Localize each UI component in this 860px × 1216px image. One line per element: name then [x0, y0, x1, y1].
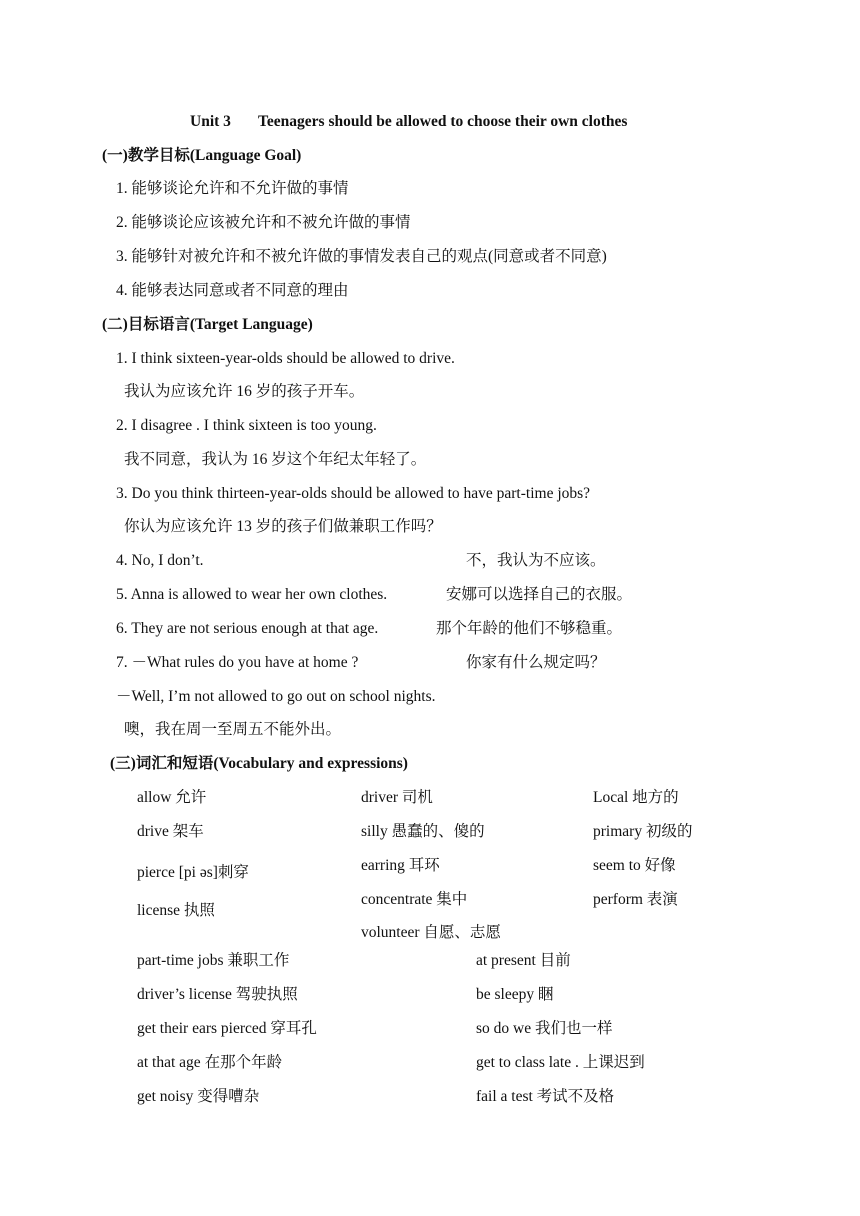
goal-item: 4. 能够表达同意或者不同意的理由 — [116, 282, 349, 299]
vocab-item: seem to 好像 — [593, 857, 676, 874]
phrase-item: fail a test 考试不及格 — [476, 1088, 615, 1105]
sentence-en: 3. Do you think thirteen-year-olds should be allowed to have part-time jobs? — [116, 485, 591, 502]
vocab-item: primary 初级的 — [593, 823, 693, 840]
phrase-item: so do we 我们也一样 — [476, 1020, 613, 1037]
unit-label: Unit 3 — [190, 113, 231, 130]
sentence-zh: 噢，我在周一至周五不能外出。 — [124, 721, 342, 738]
sentence-en: 1. I think sixteen-year-olds should be allowed to drive. — [116, 350, 455, 367]
vocab-item: pierce [pi ǝs]刺穿 — [137, 864, 249, 881]
vocab-item: concentrate 集中 — [361, 891, 468, 908]
goal-item: 3. 能够针对被允许和不被允许做的事情发表自己的观点(同意或者不同意) — [116, 248, 607, 265]
page-title: Teenagers should be allowed to choose their own clothes — [258, 113, 628, 130]
goal-item: 1. 能够谈论允许和不允许做的事情 — [116, 180, 349, 197]
vocab-item: earring 耳环 — [361, 857, 440, 874]
phrase-item: get their ears pierced 穿耳孔 — [137, 1020, 317, 1037]
phrase-item: be sleepy 睏 — [476, 986, 554, 1003]
sentence-zh: 安娜可以选择自己的衣服。 — [446, 586, 633, 603]
goal-item: 2. 能够谈论应该被允许和不被允许做的事情 — [116, 214, 411, 231]
vocab-item: drive 架车 — [137, 823, 204, 840]
sentence-zh: 那个年龄的他们不够稳重。 — [436, 620, 623, 637]
phrase-item: driver’s license 驾驶执照 — [137, 986, 298, 1003]
sentence-zh: 你家有什么规定吗？ — [466, 654, 606, 671]
section-heading-vocabulary: (三)词汇和短语(Vocabulary and expressions) — [110, 755, 408, 772]
sentence-en: 5. Anna is allowed to wear her own clothes. — [116, 586, 388, 603]
sentence-en: 2. I disagree . I think sixteen is too young. — [116, 417, 377, 434]
sentence-en: 4. No, I don’t. — [116, 552, 204, 569]
phrase-item: get noisy 变得嘈杂 — [137, 1088, 260, 1105]
vocab-item: Local 地方的 — [593, 789, 679, 806]
vocab-item: license 执照 — [137, 902, 215, 919]
phrase-item: get to class late . 上课迟到 — [476, 1054, 645, 1071]
sentence-en: －Well, I’m not allowed to go out on school nights. — [116, 688, 436, 705]
vocab-item: volunteer 自愿、志愿 — [361, 924, 501, 941]
vocab-item: perform 表演 — [593, 891, 678, 908]
phrase-item: part-time jobs 兼职工作 — [137, 952, 290, 969]
sentence-en: 7. －What rules do you have at home ? — [116, 654, 359, 671]
section-heading-goals: (一)教学目标(Language Goal) — [102, 147, 302, 164]
vocab-item: allow 允许 — [137, 789, 207, 806]
vocab-item: driver 司机 — [361, 789, 433, 806]
sentence-zh: 不，我认为不应该。 — [466, 552, 606, 569]
sentence-en: 6. They are not serious enough at that age. — [116, 620, 379, 637]
vocab-item: silly 愚蠢的、傻的 — [361, 823, 485, 840]
sentence-zh: 我不同意，我认为 16 岁这个年纪太年轻了。 — [124, 451, 427, 468]
phrase-item: at present 目前 — [476, 952, 571, 969]
sentence-zh: 你认为应该允许 13 岁的孩子们做兼职工作吗？ — [124, 518, 442, 535]
phrase-item: at that age 在那个年龄 — [137, 1054, 283, 1071]
sentence-zh: 我认为应该允许 16 岁的孩子开车。 — [124, 383, 365, 400]
section-heading-target-language: (二)目标语言(Target Language) — [102, 316, 313, 333]
